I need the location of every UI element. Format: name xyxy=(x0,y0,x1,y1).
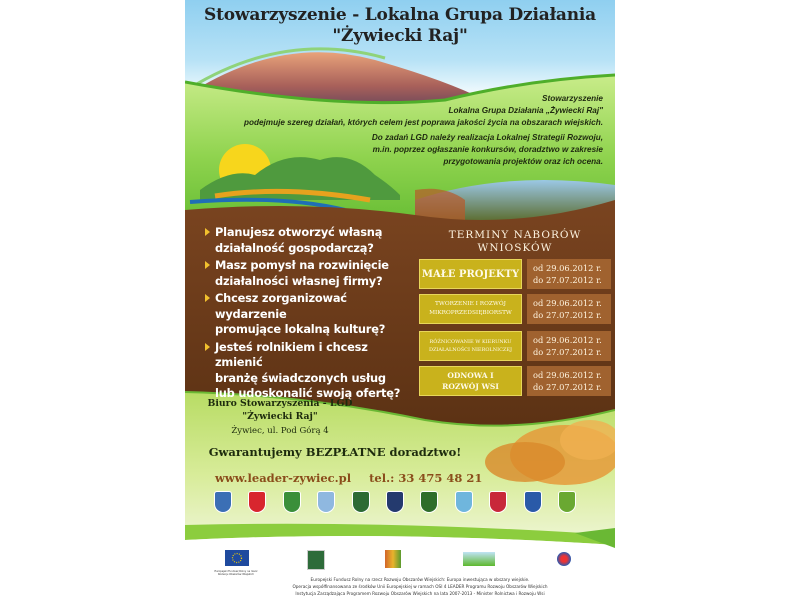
questions-list xyxy=(205,225,415,404)
crest-icon xyxy=(249,492,265,512)
term-date-from: od 29.06.2012 r. xyxy=(533,263,602,273)
question-text: Masz pomysł na rozwinięcie xyxy=(215,258,389,272)
intro-line: Do zadań LGD należy realizacja Lokalnej Strategii Rozwoju, xyxy=(371,133,603,142)
question-text: Chcesz zorganizować wydarzenie xyxy=(215,291,347,321)
intro-line: Lokalna Grupa Działania „Żywiecki Raj" xyxy=(448,106,603,115)
footer-line: Europejski Fundusz Rolny na rzecz Rozwoju Obszarów Wiejskich: Europa inwestująca w obszary wiejskie. xyxy=(310,577,530,582)
bullet-arrow-icon xyxy=(205,294,210,302)
intro-line: m.in. poprzez ogłaszanie konkursów, doradztwo w zakresie xyxy=(372,145,603,154)
footer-logos xyxy=(185,550,615,572)
phone-number: tel.: 33 475 48 21 xyxy=(369,471,483,485)
office-info xyxy=(185,397,375,438)
term-row xyxy=(419,294,611,324)
lgd-logo-icon xyxy=(463,552,495,566)
guarantee-text: Gwarantujemy BEZPŁATNE doradztwo! xyxy=(208,445,462,459)
term-dates xyxy=(527,366,611,396)
eu-caption: Europejski Fundusz Rolny na rzecz Rozwoju Obszarów Wiejskich xyxy=(214,570,258,576)
question-item xyxy=(205,225,415,256)
crest-icon xyxy=(318,492,334,512)
crest-icon xyxy=(490,492,506,512)
term-date-to: do 27.07.2012 r. xyxy=(533,310,602,320)
term-name: RÓŻNICOWANIE W KIERUNKU DZIAŁALNOŚCI NIEROLNICZEJ xyxy=(419,331,522,361)
office-address: Żywiec, ul. Pod Górą 4 xyxy=(231,426,329,436)
crest-icon xyxy=(215,492,231,512)
term-dates xyxy=(527,331,611,361)
term-name: ODNOWA I ROZWÓJ WSI xyxy=(419,366,522,396)
term-row xyxy=(419,259,611,289)
question-item xyxy=(205,340,415,402)
crest-icon xyxy=(559,492,575,512)
question-text: działalności własnej firmy? xyxy=(215,273,383,288)
title-line-1: Stowarzyszenie - Lokalna Grupa Działania xyxy=(204,5,596,25)
crest-icon xyxy=(353,492,369,512)
website-link[interactable]: www.leader-zywiec.pl xyxy=(215,471,352,485)
question-text: Jesteś rolnikiem i chcesz zmienić xyxy=(215,339,368,369)
contact-info xyxy=(215,471,496,485)
intro-text xyxy=(203,93,603,168)
bullet-arrow-icon xyxy=(205,261,210,269)
term-date-from: od 29.06.2012 r. xyxy=(533,298,602,308)
terms-title xyxy=(415,229,615,255)
prow-logo-icon xyxy=(557,552,571,566)
office-name-2: "Żywiecki Raj" xyxy=(242,411,318,422)
term-dates xyxy=(527,259,611,289)
footer-line: Operacja współfinansowana ze środków Unii Europejskiej w ramach OSI 4 LEADER Programu Rozwoju Obszarów Wiejskich xyxy=(292,584,548,589)
poster-title xyxy=(185,5,615,47)
region-logo-icon xyxy=(385,550,401,568)
crest-icon xyxy=(456,492,472,512)
term-name: TWORZENIE I ROZWÓJ MIKROPRZEDSIĘBIORSTW xyxy=(419,294,522,324)
leader-logo-icon xyxy=(307,550,325,570)
term-row xyxy=(419,331,611,361)
term-date-to: do 27.07.2012 r. xyxy=(533,382,602,392)
crest-icon xyxy=(525,492,541,512)
office-name: Biuro Stowarzyszenia - LGD xyxy=(207,398,353,409)
intro-line: Stowarzyszenie xyxy=(542,94,603,103)
term-dates xyxy=(527,294,611,324)
footer-line: Instytucja Zarządzająca Programem Rozwoju Obszarów Wiejskich na lata 2007-2013 - Minister Rolnictwa i Rozwoju Wsi xyxy=(295,591,545,596)
bullet-arrow-icon xyxy=(205,343,210,351)
term-row xyxy=(419,366,611,396)
eu-flag-icon xyxy=(225,550,249,566)
terms-title-line: WNIOSKÓW xyxy=(477,242,553,254)
term-date-from: od 29.06.2012 r. xyxy=(533,335,602,345)
term-date-to: do 27.07.2012 r. xyxy=(533,275,602,285)
question-text: branżę świadczonych usług xyxy=(215,370,386,385)
term-date-to: do 27.07.2012 r. xyxy=(533,347,602,357)
question-text: promujące lokalną kulturę? xyxy=(215,322,386,336)
crest-icon xyxy=(284,492,300,512)
crest-icon xyxy=(387,492,403,512)
term-date-from: od 29.06.2012 r. xyxy=(533,370,602,380)
poster xyxy=(185,0,615,600)
term-name: MAŁE PROJEKTY xyxy=(419,259,522,289)
question-item xyxy=(205,258,415,289)
bullet-arrow-icon xyxy=(205,228,210,236)
terms-title-line: TERMINY NABORÓW xyxy=(448,229,582,241)
intro-line: podejmuje szereg działań, których celem jest poprawa jakości życia na obszarach wiejskich. xyxy=(243,118,603,127)
question-text: działalność gospodarczą? xyxy=(215,240,374,255)
municipality-crests xyxy=(215,492,575,516)
question-text: Planujesz otworzyć własną xyxy=(215,225,383,239)
intro-line: przygotowania projektów oraz ich ocena. xyxy=(443,157,603,166)
question-text: lub udoskonalić swoją ofertę? xyxy=(215,386,401,400)
crest-icon xyxy=(421,492,437,512)
footer-text xyxy=(235,576,605,597)
title-line-2: "Żywiecki Raj" xyxy=(332,26,468,46)
question-item xyxy=(205,291,415,338)
